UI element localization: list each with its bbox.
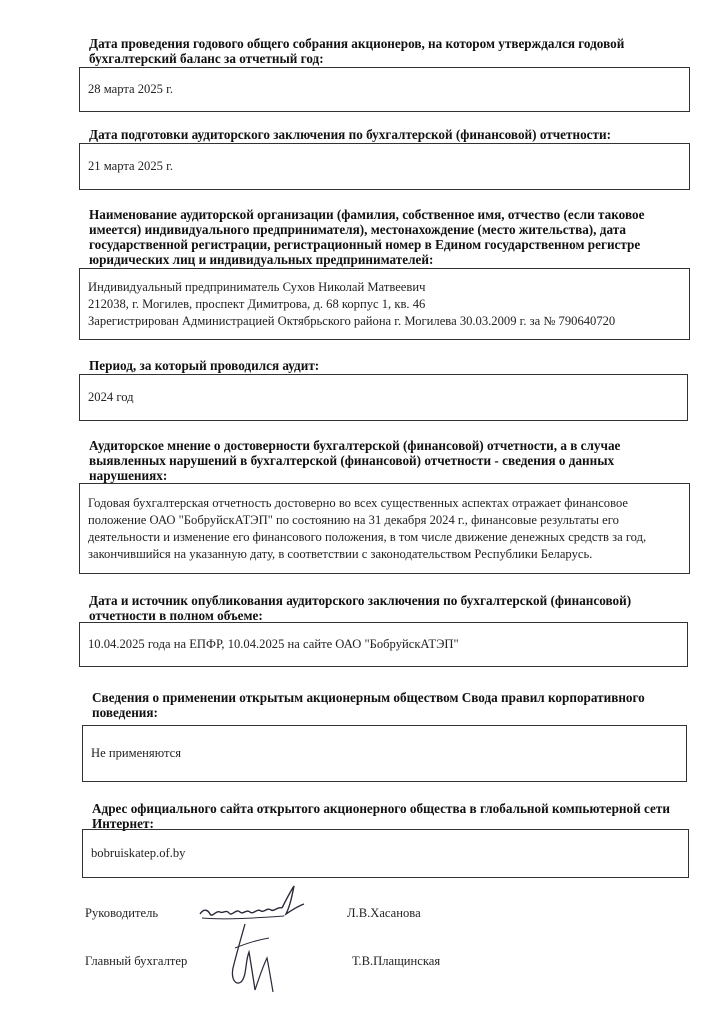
section-heading-website: Адрес официального сайта открытого акционерного общества в глобальной компьютерной сети Интернет: [92, 801, 670, 831]
signature-role-chief-accountant: Главный бухгалтер [85, 954, 188, 968]
section-text-audit-report-date: 21 марта 2025 г. [88, 159, 173, 173]
section-box-audit-period [79, 374, 688, 421]
section-text-corporate-code: Не применяются [91, 746, 181, 760]
section-box-audit-opinion [79, 483, 690, 574]
section-box-agm-date [79, 67, 690, 112]
section-heading-auditor: Наименование аудиторской организации (фамилия, собственное имя, отчество (если таковое имеется) индивидуального предпринимателя), местонахождение (место жительства), дата государственной регистрации, регистрационный номер в Едином государственном регистре юридических лиц и индивидуальных предпринимателей: [89, 207, 645, 267]
section-heading-corporate-code: Сведения о применении открытым акционерным обществом Свода правил корпоративного поведения: [92, 690, 645, 720]
section-box-website [82, 829, 689, 878]
section-text-agm-date: 28 марта 2025 г. [88, 82, 173, 96]
section-text-website: bobruiskatep.of.by [91, 846, 186, 860]
chief-accountant-handwritten-signature [215, 918, 285, 998]
section-text-audit-opinion: Годовая бухгалтерская отчетность достоверно во всех существенных аспектах отражает финансовое положение ОАО "БобруйскАТЭП" по состоянию на 31 декабря 2024 г., финансовые результаты его деятельности и изменение его финансового положения, в том числе движение денежных средств за год, закончившийся на указанную дату, в соответствии с законодательством Республики Беларусь. [88, 495, 647, 561]
auditor-name-text: Индивидуальный предприниматель Сухов Николай Матвеевич [88, 279, 426, 294]
signature-name-director: Л.В.Хасанова [347, 906, 421, 920]
section-heading-audit-period: Период, за который проводился аудит: [89, 358, 320, 373]
section-box-corporate-code [82, 725, 687, 782]
signature-name-chief-accountant: Т.В.Плащинская [352, 954, 441, 968]
section-heading-publication: Дата и источник опубликования аудиторского заключения по бухгалтерской (финансовой) отчетности в полном объеме: [89, 593, 632, 623]
signature-role-director: Руководитель [85, 906, 159, 920]
section-heading-agm-date: Дата проведения годового общего собрания акционеров, на котором утверждался годовой бухгалтерский баланс за отчетный год: [89, 36, 625, 66]
section-box-publication [79, 622, 688, 667]
auditor-address-text: 212038, г. Могилев, проспект Димитрова, д. 68 корпус 1, кв. 46 [88, 296, 426, 311]
section-box-audit-report-date [79, 143, 690, 190]
section-text-audit-period: 2024 год [88, 390, 134, 404]
section-text-publication: 10.04.2025 года на ЕПФР, 10.04.2025 на сайте ОАО "БобруйскАТЭП" [88, 637, 459, 651]
section-box-auditor [79, 268, 690, 340]
section-heading-audit-opinion: Аудиторское мнение о достоверности бухгалтерской (финансовой) отчетности, а в случае выявленных нарушений в бухгалтерской (финансовой) отчетности - сведения о данных нарушениях: [89, 438, 621, 483]
auditor-registration-text: Зарегистрирован Администрацией Октябрьского района г. Могилева 30.03.2009 г. за № 790640720 [88, 313, 616, 328]
section-heading-audit-report-date: Дата подготовки аудиторского заключения по бухгалтерской (финансовой) отчетности: [89, 127, 612, 142]
